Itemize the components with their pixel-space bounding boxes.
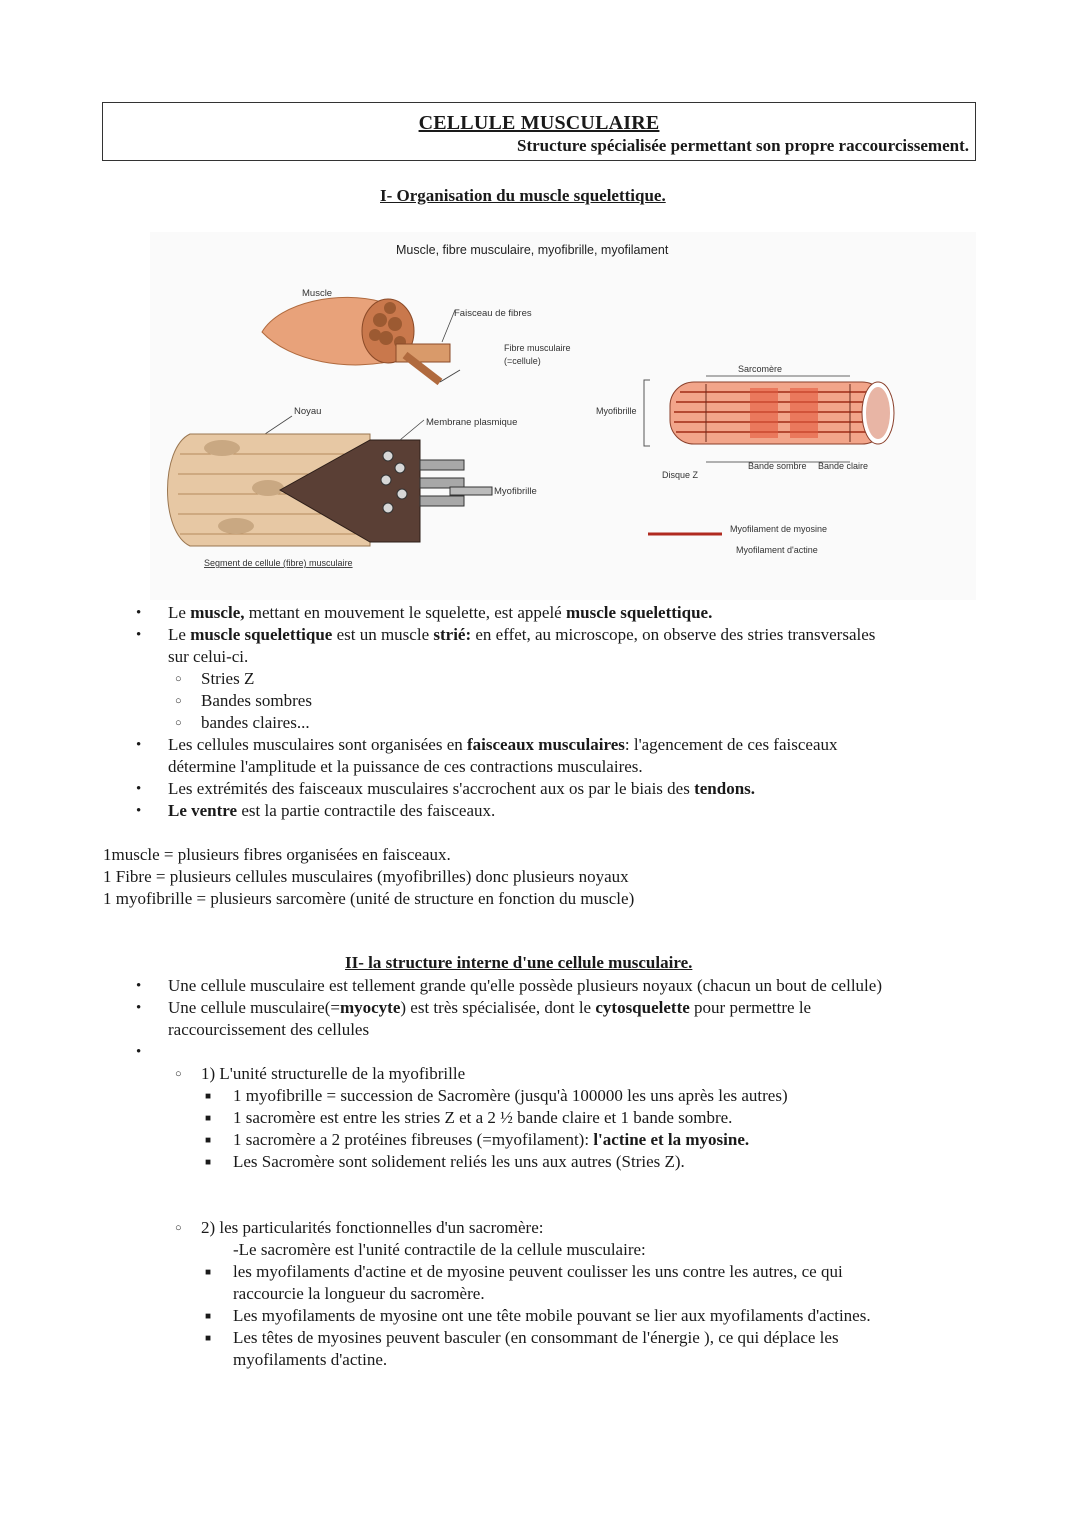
sub-sub-item-continuation: myofilaments d'actine. [233,1350,388,1369]
sub-item: ○ Bandes sombres [201,690,968,712]
muscle-illustration [262,297,460,382]
list-item-continuation: détermine l'amplitude et la puissance de ces contractions musculaires. [168,757,643,776]
label-bande-claire: Bande claire [818,461,869,471]
sub-sub-item: ■ Les Sacromère sont solidement reliés les uns aux autres (Stries Z). [233,1151,978,1173]
list-item-continuation: raccourcissement des cellules [168,1020,370,1039]
summary [103,844,963,910]
sub-sub-item: ■ Les myofilaments de myosine ont une tête mobile pouvant se lier aux myofilaments d'actines. [233,1305,978,1327]
list-item-continuation: sur celui-ci. [168,647,249,666]
label-muscle: Muscle [302,288,333,299]
title-box [102,102,976,161]
sub-sub-item: ■ les myofilaments d'actine et de myosine peuvent coulisser les uns contre les autres, ce qui [233,1261,978,1283]
page-subtitle: Structure spécialisée permettant son propre raccourcissement. [517,136,969,155]
fibre-illustration [168,434,493,546]
label-myofibrille-right: Myofibrille [596,406,637,416]
label-bande-sombre: Bande sombre [748,461,807,471]
label-membrane: Membrane plasmique [426,417,518,428]
list-item: • Les extrémités des faisceaux musculaires s'accrochent aux os par le biais des tendons. [168,778,968,800]
list-item: • Une cellule musculaire est tellement grande qu'elle possède plusieurs noyaux (chacun un bout de cellule) [168,975,978,997]
sub-sub-item: ■ 1 sacromère a 2 protéines fibreuses (=myofilament): l'actine et la myosine. [233,1129,978,1151]
list-item: • Les cellules musculaires sont organisées en faisceaux musculaires: l'agencement de ces faisceaux [168,734,968,756]
label-faisceau: Faisceau de fibres [454,308,532,319]
section-1-bullets [168,602,968,822]
sub-sub-item: ■ 1 sacromère est entre les stries Z et a 2 ½ bande claire et 1 bande sombre. [233,1107,978,1129]
sub-sub-item-continuation: raccourcie la longueur du sacromère. [233,1284,485,1303]
label-actine: Myofilament d'actine [736,545,818,555]
label-disque: Disque Z [662,470,699,480]
section-2-bullets [168,975,978,1371]
list-item: • Le muscle squelettique est un muscle strié: en effet, au microscope, on observe des stries transversales [168,624,968,646]
sub-item: ○ bandes claires... [201,712,968,734]
sub-sub-item: ■ 1 myofibrille = succession de Sacromère (jusqu'à 100000 les uns après les autres) [233,1085,978,1107]
summary-line: 1muscle = plusieurs fibres organisées en faisceaux. [103,845,451,864]
label-myofibrille-left: Myofibrille [494,486,537,497]
sarcomere-illustration [670,382,894,444]
list-item: • Le ventre est la partie contractile des faisceaux. [168,800,968,822]
label-fibre: Fibre musculaire [504,343,571,353]
muscle-structure-figure [150,232,976,600]
summary-line: 1 Fibre = plusieurs cellules musculaires (myofibrilles) donc plusieurs noyaux [103,867,629,886]
summary-line: 1 myofibrille = plusieurs sarcomère (unité de structure en fonction du muscle) [103,889,635,908]
label-segment: Segment de cellule (fibre) musculaire [204,558,353,568]
figure-caption: Muscle, fibre musculaire, myofibrille, myofilament [396,243,669,257]
sub-item-intro: -Le sacromère est l'unité contractile de la cellule musculaire: [233,1240,646,1259]
list-item: • Le muscle, mettant en mouvement le squelette, est appelé muscle squelettique. [168,602,968,624]
label-sarcomere: Sarcomère [738,364,783,374]
sub-item-title: ○ 2) les particularités fonctionnelles d'un sacromère: [201,1217,978,1239]
label-myosine: Myofilament de myosine [730,524,828,534]
list-item-empty [168,1041,978,1063]
sub-sub-item: ■ Les têtes de myosines peuvent basculer (en consommant de l'énergie ), ce qui déplace les [233,1327,978,1349]
label-fibre-note: (=cellule) [504,356,541,366]
section-2-heading: II- la structure interne d'une cellule musculaire. [345,953,693,972]
section-1-heading: I- Organisation du muscle squelettique. [380,186,666,205]
page-title: CELLULE MUSCULAIRE [418,112,660,134]
sub-item: ○ Stries Z [201,668,968,690]
label-noyau: Noyau [294,406,322,417]
sub-item-title: ○ 1) L'unité structurelle de la myofibrille [201,1063,978,1085]
list-item: • Une cellule musculaire(=myocyte) est très spécialisée, dont le cytosquelette pour permettre le [168,997,978,1019]
